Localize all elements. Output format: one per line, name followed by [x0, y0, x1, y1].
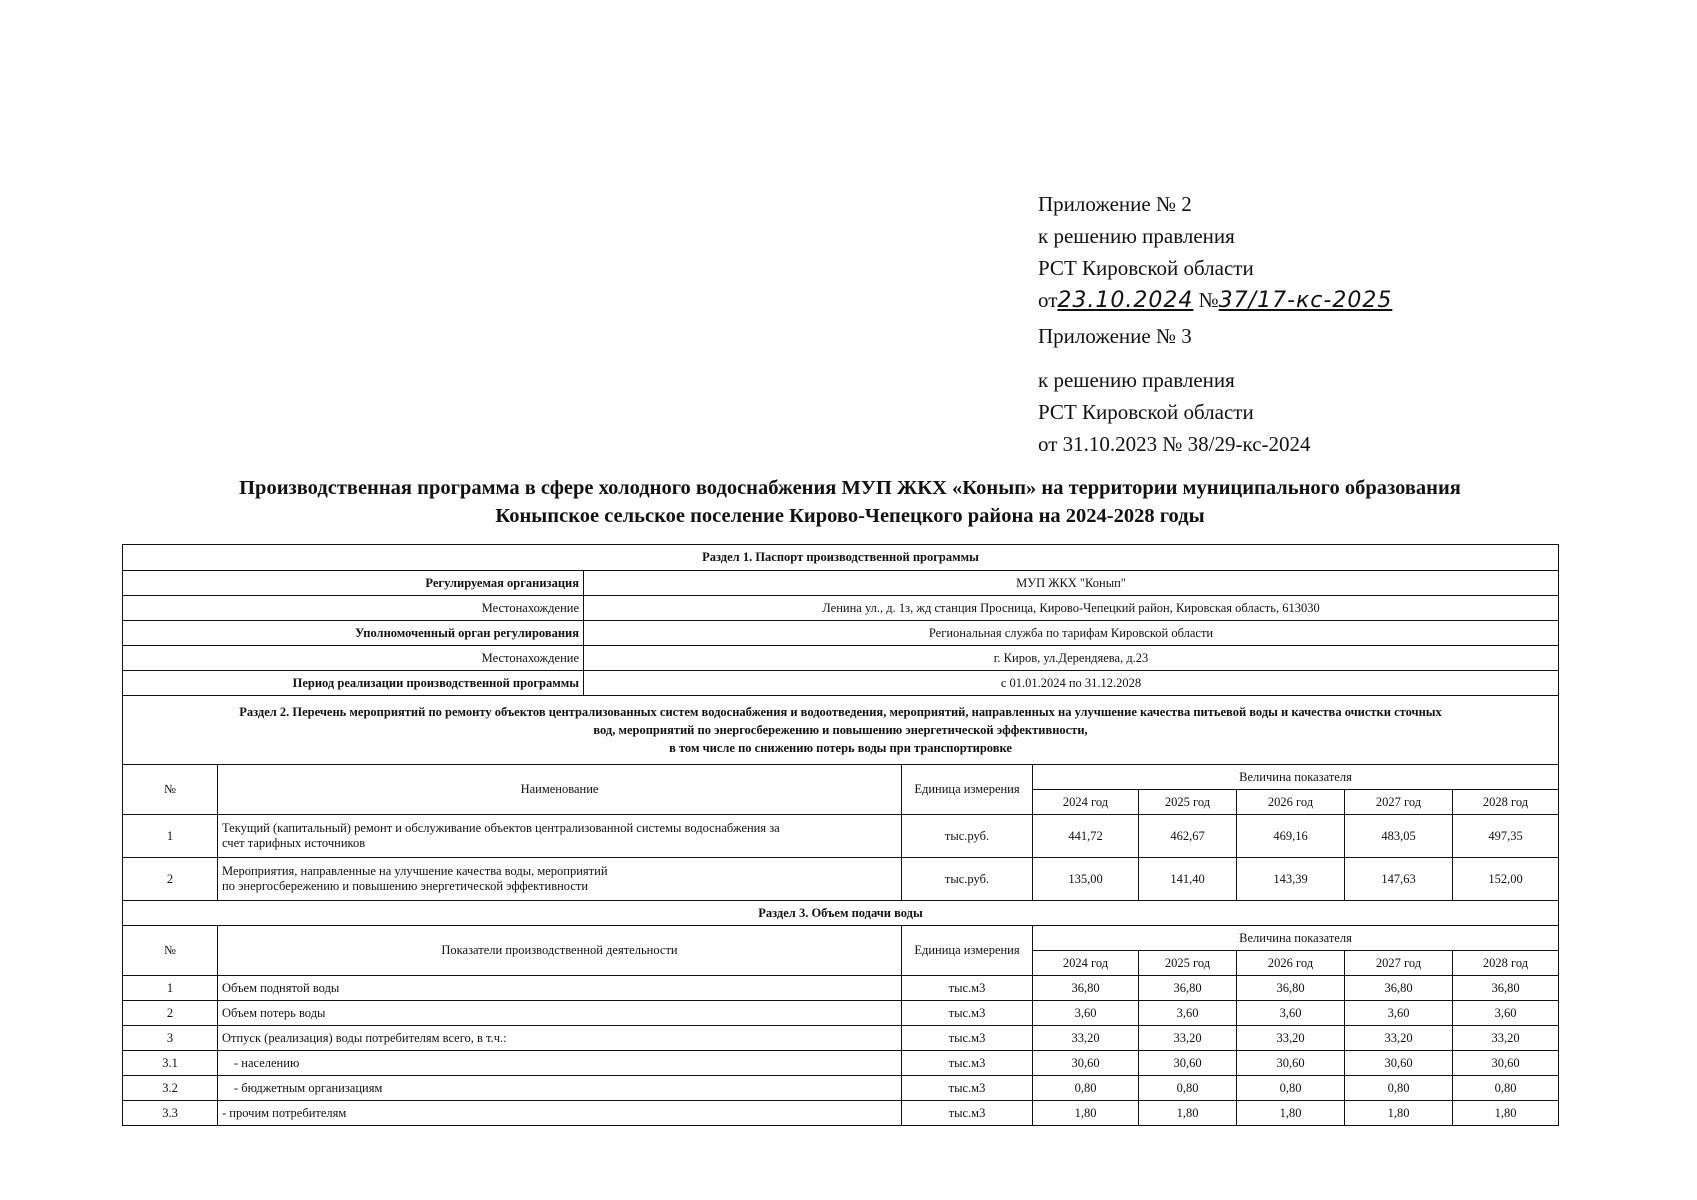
- value-cell: 462,67: [1139, 815, 1237, 858]
- section-2-header-row: [123, 765, 1559, 790]
- passport-row: [123, 646, 1559, 671]
- passport-label: Период реализации производственной программы: [123, 671, 584, 696]
- value-cell: 497,35: [1453, 815, 1559, 858]
- program-table: [122, 544, 1559, 1126]
- title-line-2: Коныпское сельское поселение Кирово-Чепецкого района на 2024-2028 годы: [495, 505, 1205, 527]
- measure-name: [218, 858, 902, 901]
- passport-value: МУП ЖКХ "Конып": [584, 571, 1559, 596]
- appendix-3-decision: к решению правления: [1038, 368, 1235, 392]
- value-cell: 1,80: [1453, 1101, 1559, 1126]
- value-cell: 1,80: [1033, 1101, 1139, 1126]
- value-cell: 30,60: [1345, 1051, 1453, 1076]
- value-cell: 469,16: [1237, 815, 1345, 858]
- appendix-3-date-number: от 31.10.2023 № 38/29-кс-2024: [1038, 432, 1311, 456]
- unit-cell: тыс.руб.: [902, 858, 1033, 901]
- section-3-heading: Раздел 3. Объем подачи воды: [123, 901, 1559, 926]
- row-number: 1: [123, 815, 218, 858]
- indicator-name: - населению: [218, 1051, 902, 1076]
- appendix-3-authority: РСТ Кировской области: [1038, 400, 1254, 424]
- year-header: 2027 год: [1345, 790, 1453, 815]
- passport-row: [123, 621, 1559, 646]
- section-1-heading-row: [123, 545, 1559, 571]
- passport-label: Уполномоченный орган регулирования: [123, 621, 584, 646]
- measure-row: [123, 858, 1559, 901]
- passport-value: г. Киров, ул.Дерендяева, д.23: [584, 646, 1559, 671]
- col-indicator-header: Показатели производственной деятельности: [218, 926, 902, 976]
- year-header: 2025 год: [1139, 790, 1237, 815]
- measure-name-line-1: Мероприятия, направленные на улучшение качества воды, мероприятий: [222, 864, 608, 878]
- document-title: [100, 474, 1600, 530]
- volume-row: [123, 1101, 1559, 1126]
- passport-label: Местонахождение: [123, 596, 584, 621]
- handwritten-number: 37/17-кс-2025: [1218, 288, 1393, 313]
- indicator-name: Объем потерь воды: [218, 1001, 902, 1026]
- row-number: 2: [123, 1001, 218, 1026]
- number-prefix: №: [1198, 288, 1219, 312]
- unit-cell: тыс.руб.: [902, 815, 1033, 858]
- section-3-heading-row: [123, 901, 1559, 926]
- volume-row: [123, 1001, 1559, 1026]
- section-2-heading-line-2: вод, мероприятий по энергосбережению и повышению энергетической эффективности,: [593, 723, 1088, 737]
- value-cell: 36,80: [1033, 976, 1139, 1001]
- year-header: 2027 год: [1345, 951, 1453, 976]
- value-cell: 33,20: [1237, 1026, 1345, 1051]
- col-no-header: №: [123, 765, 218, 815]
- program-table-wrap: [122, 544, 1558, 1126]
- value-cell: 36,80: [1453, 976, 1559, 1001]
- section-2-heading-line-1: Раздел 2. Перечень мероприятий по ремонту объектов централизованных систем водоснабжения и водоотведения, мероприятий, направленных на улучшение качества питьевой воды и качества очистки сточных: [239, 705, 1442, 719]
- year-header: 2026 год: [1237, 951, 1345, 976]
- row-number: 2: [123, 858, 218, 901]
- indicator-name: Отпуск (реализация) воды потребителям всего, в т.ч.:: [218, 1026, 902, 1051]
- value-cell: 143,39: [1237, 858, 1345, 901]
- col-no-header: №: [123, 926, 218, 976]
- volume-row: [123, 1026, 1559, 1051]
- year-header: 2025 год: [1139, 951, 1237, 976]
- indicator-name: Объем поднятой воды: [218, 976, 902, 1001]
- appendix-2-decision: к решению правления: [1038, 224, 1235, 248]
- passport-label: Местонахождение: [123, 646, 584, 671]
- value-cell: 33,20: [1033, 1026, 1139, 1051]
- passport-row: [123, 571, 1559, 596]
- value-cell: 1,80: [1345, 1101, 1453, 1126]
- section-3-header-row: [123, 926, 1559, 951]
- measure-name-line-1: Текущий (капитальный) ремонт и обслуживание объектов централизованной системы водоснабжения за: [222, 821, 780, 835]
- section-2-heading: [123, 696, 1559, 765]
- value-cell: 135,00: [1033, 858, 1139, 901]
- col-name-header: Наименование: [218, 765, 902, 815]
- passport-value: с 01.01.2024 по 31.12.2028: [584, 671, 1559, 696]
- value-cell: 30,60: [1033, 1051, 1139, 1076]
- value-cell: 1,80: [1237, 1101, 1345, 1126]
- volume-row: [123, 1076, 1559, 1101]
- value-cell: 0,80: [1345, 1076, 1453, 1101]
- measure-name: [218, 815, 902, 858]
- year-header: 2024 год: [1033, 951, 1139, 976]
- col-unit-header: Единица измерения: [902, 765, 1033, 815]
- value-cell: 33,20: [1345, 1026, 1453, 1051]
- value-cell: 30,60: [1139, 1051, 1237, 1076]
- measure-name-line-2: по энергосбережению и повышению энергетической эффективности: [222, 879, 589, 893]
- unit-cell: тыс.м3: [902, 1076, 1033, 1101]
- value-cell: 30,60: [1453, 1051, 1559, 1076]
- value-cell: 3,60: [1237, 1001, 1345, 1026]
- year-header: 2026 год: [1237, 790, 1345, 815]
- passport-row: [123, 671, 1559, 696]
- col-value-header: Величина показателя: [1033, 926, 1559, 951]
- measure-row: [123, 815, 1559, 858]
- row-number: 3.3: [123, 1101, 218, 1126]
- value-cell: 441,72: [1033, 815, 1139, 858]
- handwritten-date: 23.10.2024: [1057, 288, 1194, 313]
- appendix-3-title: Приложение № 3: [1038, 324, 1192, 348]
- year-header: 2028 год: [1453, 951, 1559, 976]
- value-cell: 0,80: [1033, 1076, 1139, 1101]
- passport-label: Регулируемая организация: [123, 571, 584, 596]
- col-value-header: Величина показателя: [1033, 765, 1559, 790]
- value-cell: 0,80: [1237, 1076, 1345, 1101]
- value-cell: 0,80: [1139, 1076, 1237, 1101]
- value-cell: 33,20: [1453, 1026, 1559, 1051]
- value-cell: 0,80: [1453, 1076, 1559, 1101]
- unit-cell: тыс.м3: [902, 1001, 1033, 1026]
- value-cell: 36,80: [1237, 976, 1345, 1001]
- row-number: 1: [123, 976, 218, 1001]
- value-cell: 483,05: [1345, 815, 1453, 858]
- value-cell: 3,60: [1033, 1001, 1139, 1026]
- appendix-2-authority: РСТ Кировской области: [1038, 256, 1254, 280]
- section-2-heading-line-3: в том числе по снижению потерь воды при транспортировке: [669, 741, 1012, 755]
- passport-row: [123, 596, 1559, 621]
- unit-cell: тыс.м3: [902, 1026, 1033, 1051]
- passport-value: Ленина ул., д. 1з, жд станция Просница, Кирово-Чепецкий район, Кировская область, 613030: [584, 596, 1559, 621]
- value-cell: 33,20: [1139, 1026, 1237, 1051]
- volume-row: [123, 1051, 1559, 1076]
- appendix-3-block: [1038, 324, 1311, 460]
- row-number: 3: [123, 1026, 218, 1051]
- year-header: 2028 год: [1453, 790, 1559, 815]
- unit-cell: тыс.м3: [902, 1101, 1033, 1126]
- row-number: 3.2: [123, 1076, 218, 1101]
- from-prefix: от: [1038, 288, 1058, 312]
- value-cell: 30,60: [1237, 1051, 1345, 1076]
- appendix-2-block: [1038, 188, 1392, 317]
- value-cell: 152,00: [1453, 858, 1559, 901]
- volume-row: [123, 976, 1559, 1001]
- value-cell: 147,63: [1345, 858, 1453, 901]
- indicator-name: - бюджетным организациям: [218, 1076, 902, 1101]
- indicator-name: - прочим потребителям: [218, 1101, 902, 1126]
- unit-cell: тыс.м3: [902, 976, 1033, 1001]
- value-cell: 141,40: [1139, 858, 1237, 901]
- value-cell: 3,60: [1345, 1001, 1453, 1026]
- col-unit-header: Единица измерения: [902, 926, 1033, 976]
- measure-name-line-2: счет тарифных источников: [222, 836, 366, 850]
- year-header: 2024 год: [1033, 790, 1139, 815]
- section-1-heading: Раздел 1. Паспорт производственной программы: [123, 545, 1559, 571]
- value-cell: 36,80: [1345, 976, 1453, 1001]
- value-cell: 36,80: [1139, 976, 1237, 1001]
- unit-cell: тыс.м3: [902, 1051, 1033, 1076]
- section-2-heading-row: [123, 696, 1559, 765]
- value-cell: 3,60: [1139, 1001, 1237, 1026]
- title-line-1: Производственная программа в сфере холодного водоснабжения МУП ЖКХ «Конып» на территории муниципального образования: [239, 477, 1461, 499]
- value-cell: 3,60: [1453, 1001, 1559, 1026]
- row-number: 3.1: [123, 1051, 218, 1076]
- appendix-2-title: Приложение № 2: [1038, 192, 1192, 216]
- passport-value: Региональная служба по тарифам Кировской области: [584, 621, 1559, 646]
- value-cell: 1,80: [1139, 1101, 1237, 1126]
- appendix-2-date-number: [1038, 284, 1392, 317]
